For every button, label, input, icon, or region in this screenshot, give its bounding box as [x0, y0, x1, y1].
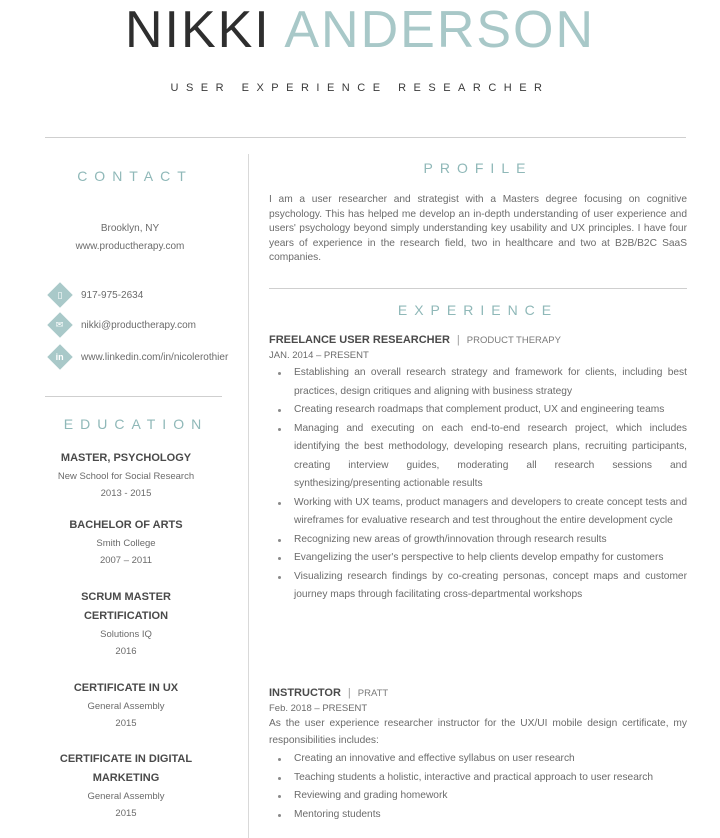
column-divider: [248, 154, 249, 838]
candidate-name: [0, 2, 720, 58]
list-item: Visualizing research findings by co-creating personas, concept maps and customer journey maps through facilitating cross-departmental workshops: [269, 568, 687, 605]
job-separator: |: [456, 334, 460, 346]
last-name: ANDERSON: [284, 1, 596, 59]
education-degree: MASTER, PSYCHOLOGY: [60, 452, 192, 464]
profile-heading: PROFILE: [423, 160, 533, 176]
education-years: 2016: [115, 646, 137, 657]
education-school: Solutions IQ: [100, 629, 152, 640]
contact-website[interactable]: www.productherapy.com: [75, 241, 185, 252]
list-item: Managing and executing on each end-to-end research project, which includes identifying the best methodology, developing research plans, recruiting participants, creating interview guides, moderating all research sessions and synthesizing/presenting actionable results: [269, 420, 687, 494]
education-years: 2015: [115, 718, 137, 729]
education-years: 2007 – 2011: [99, 555, 153, 566]
list-item: Creating research roadmaps that complement product, UX and engineering teams: [269, 401, 687, 420]
education-degree: CERTIFICATE IN UX: [73, 682, 179, 694]
list-item: Teaching students a holistic, interactive and practical approach to user research: [269, 769, 687, 788]
list-item: Reviewing and grading homework: [269, 787, 687, 806]
job-title-subtitle: USER EXPERIENCE RESEARCHER: [170, 82, 550, 94]
job-header: [269, 687, 687, 699]
first-name: NIKKI: [124, 1, 271, 59]
list-item: Mentoring students: [269, 806, 687, 825]
job-title: INSTRUCTOR: [269, 687, 341, 699]
contact-phone-row: [48, 282, 143, 308]
job-entry: [269, 334, 687, 605]
contact-heading: CONTACT: [77, 168, 193, 184]
main-divider: [269, 288, 687, 289]
education-school: General Assembly: [87, 791, 165, 802]
job-entry: [269, 687, 687, 824]
education-item: [40, 750, 212, 822]
education-heading: EDUCATION: [63, 416, 209, 432]
contact-email-row: [48, 312, 196, 338]
education-years: 2013 - 2015: [100, 488, 152, 499]
education-degree: SCRUM MASTER CERTIFICATION: [81, 591, 171, 622]
contact-linkedin[interactable]: www.linkedin.com/in/nicolerothier: [81, 351, 229, 363]
contact-linkedin-row: [48, 344, 228, 370]
list-item: Recognizing new areas of growth/innovation through research results: [269, 531, 687, 550]
list-item: Establishing an overall research strategy and framework for clients, including best practices, design critiques and aligning with business strategy: [269, 364, 687, 401]
education-degree: CERTIFICATE IN DIGITAL MARKETING: [59, 753, 193, 784]
education-item: [42, 588, 210, 660]
job-organization: PRODUCT THERAPY: [466, 335, 561, 346]
education-item: [30, 516, 222, 569]
mail-icon: ✉: [47, 312, 72, 337]
education-item: [30, 449, 222, 502]
education-years: 2015: [115, 808, 137, 819]
job-intro: As the user experience researcher instructor for the UX/UI mobile design certificate, my responsibilities includes:: [269, 718, 687, 746]
list-item: Working with UX teams, product managers and developers to create concept tests and wireframes for evaluative research and test throughout the entire development cycle: [269, 494, 687, 531]
education-school: Smith College: [96, 538, 156, 549]
sidebar-divider: [45, 396, 222, 397]
job-header: [269, 334, 687, 346]
phone-icon: ▯: [47, 282, 72, 307]
contact-email[interactable]: nikki@productherapy.com: [81, 319, 197, 331]
contact-phone[interactable]: 917-975-2634: [81, 289, 144, 301]
education-degree: BACHELOR OF ARTS: [69, 519, 183, 531]
linkedin-icon: in: [47, 344, 72, 369]
education-school: General Assembly: [87, 701, 165, 712]
education-school: New School for Social Research: [57, 471, 195, 482]
job-responsibilities: [269, 750, 687, 824]
job-dates: JAN. 2014 – PRESENT: [269, 350, 369, 361]
header-divider: [45, 137, 686, 138]
contact-location: Brooklyn, NY: [100, 223, 160, 234]
education-item: [30, 679, 222, 732]
job-organization: PRATT: [357, 688, 389, 699]
experience-heading: EXPERIENCE: [397, 302, 559, 318]
list-item: Evangelizing the user's perspective to help clients develop empathy for customers: [269, 549, 687, 568]
profile-text: I am a user researcher and strategist with a Masters degree focusing on cognitive psychology. This has helped me develop an in-depth understanding of user experience and users' psychology beyond simply understanding key usability and UX principles. I have four years of experience in the research field, two in healthcare and two at B2B/B2C SaaS companies.: [269, 194, 687, 264]
list-item: Creating an innovative and effective syllabus on user research: [269, 750, 687, 769]
job-responsibilities: [269, 364, 687, 605]
job-separator: |: [347, 687, 351, 699]
job-title: FREELANCE USER RESEARCHER: [269, 334, 450, 346]
job-dates: Feb. 2018 – PRESENT: [269, 703, 368, 714]
